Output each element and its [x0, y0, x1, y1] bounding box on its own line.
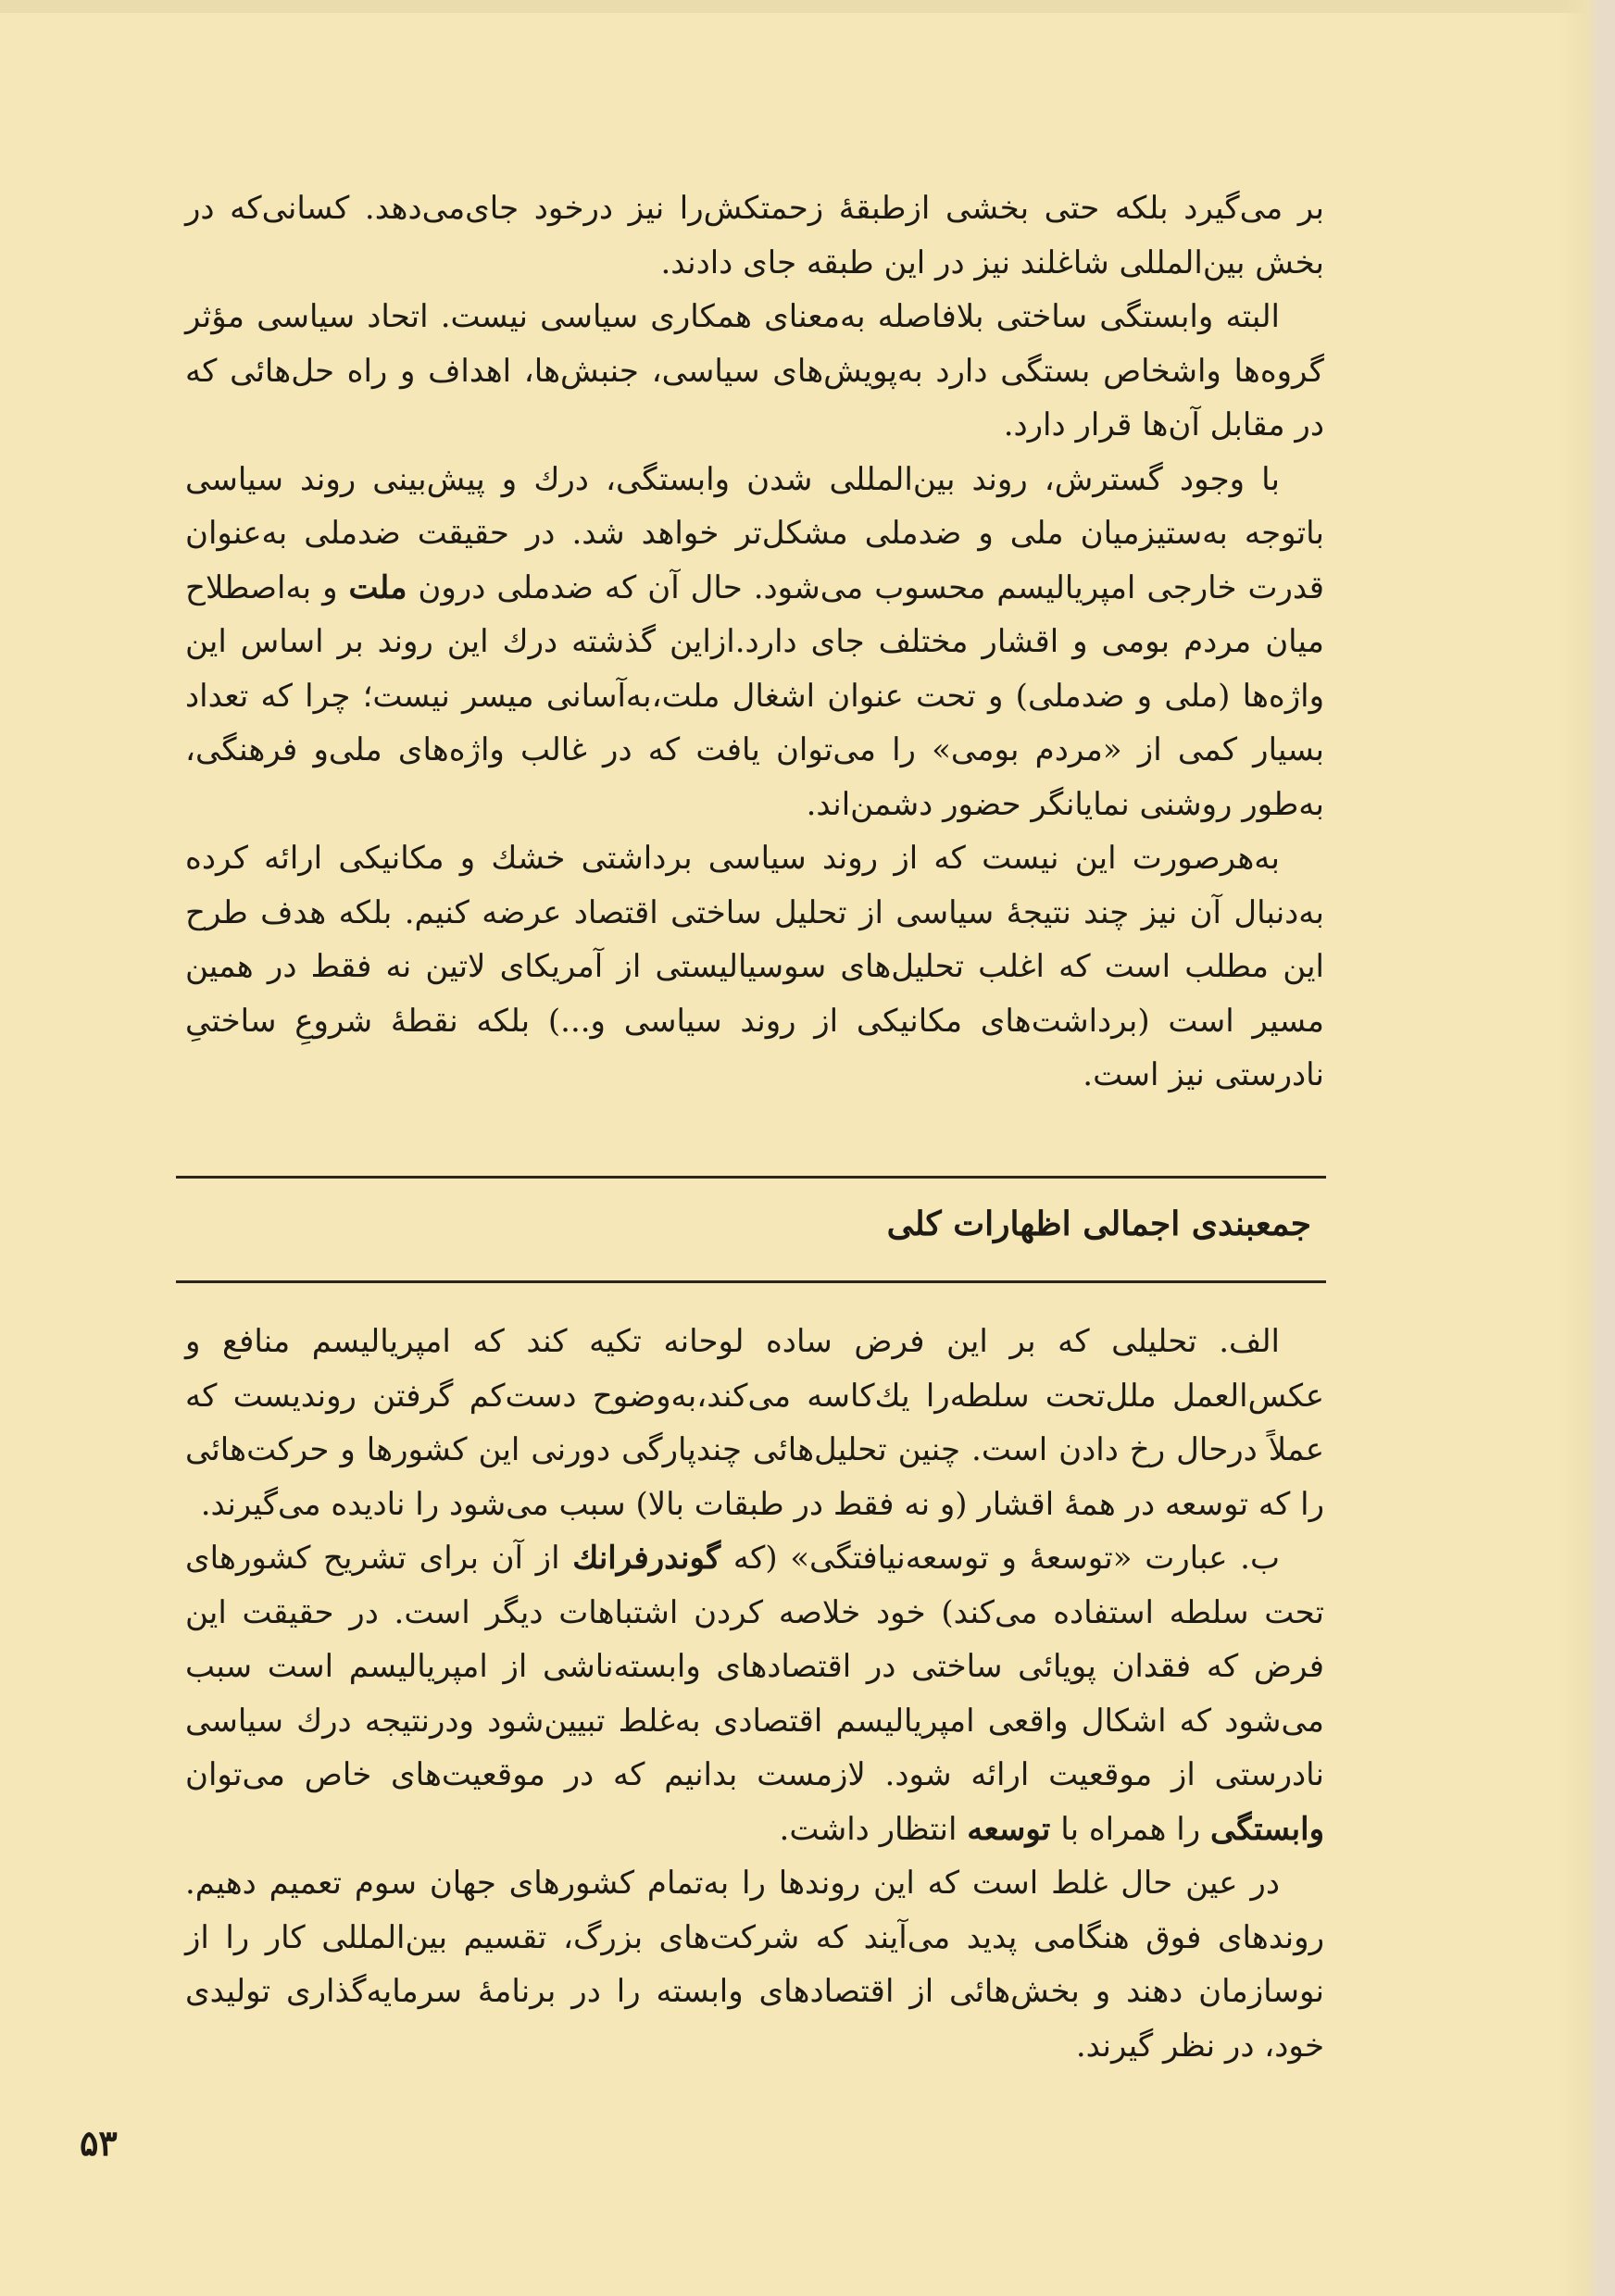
- bold-term: ملت: [348, 568, 407, 606]
- bold-term: توسعه: [967, 1810, 1051, 1848]
- page-number: ۵۳: [80, 2122, 118, 2164]
- page-top-shadow: [0, 0, 1615, 13]
- paragraph-text: و به‌اصطلاح میان مردم بومی و اقشار مختلف جای دارد.ازاین گذشته درك این روند بر اساس این واژه‌ها (ملی و ضدملی) و تحت عنوان اشغال ملت،به‌آسانی میسر نیست؛ چرا که تعداد بسیار کمی از «مردم بومی» را می‌توان یافت که در غالب واژه‌های ملی‌و فرهنگی، به‌طور روشنی نمایانگر حضور دشمن‌اند.: [185, 568, 1324, 823]
- bold-term: وابستگی: [1209, 1810, 1324, 1848]
- paragraph-be: [185, 1531, 1324, 1856]
- paragraph-alef: الف. تحلیلی که بر این فرض ساده لوحانه تکیه کند که امپریالیسم منافع و عکس‌العمل ملل‌تحت سلطه‌را یك‌کاسه می‌کند،به‌وضوح دست‌کم گرفتن روندیست که عملاً درحال رخ دادن است. چنین تحلیل‌هائی چندپارگی دورنی این کشورها و حرکت‌هائی را که توسعه در همهٔ اقشار (و نه فقط در طبقات بالا) سبب می‌شود را نادیده می‌گیرند.: [185, 1323, 1324, 1523]
- paragraph-text: را همراه با: [1060, 1810, 1201, 1848]
- paragraph-structural-dependency: البته وابستگی ساختی بلافاصله به‌معنای همکاری سیاسی نیست. اتحاد سیاسی مؤثر گروه‌ها واشخاص بستگی دارد به‌پویش‌های سیاسی، جنبش‌ها، اهداف و راه حل‌هائی که در مقابل آن‌ها قرار دارد.: [185, 298, 1324, 443]
- paragraph-internationalization: [185, 453, 1324, 832]
- heading-top-rule: [176, 1176, 1326, 1179]
- summary-text-block: [185, 1315, 1324, 2073]
- paragraph-text: با وجود گسترش، روند بین‌المللی شدن وابستگی، درك و پیش‌بینی روند سیاسی باتوجه به‌ستیزمیان ملی و ضدملی مشکل‌تر خواهد شد. در حقیقت ضدملی به‌عنوان قدرت خارجی امپریالیسم محسوب می‌شود. حال آن که ضدملی درون: [185, 460, 1325, 606]
- heading-bottom-rule: [176, 1280, 1326, 1283]
- paragraph-mechanical-view: به‌هرصورت این نیست که از روند سیاسی برداشتی خشك و مکانیکی ارائه کرده به‌دنبال آن نیز چند نتیجهٔ سیاسی از تحلیل ساختی اقتصاد عرضه کنیم. بلکه هدف طرح این مطلب است که اغلب تحلیل‌های سوسیالیستی از آمریکای لاتین نه فقط در همین مسیر است (برداشت‌های مکانیکی از روند سیاسی و...) بلکه نقطهٔ شروعِ ساختیِ نادرستی نیز است.: [185, 840, 1324, 1093]
- section-heading: جمعبندی اجمالی اظهارات کلی: [886, 1204, 1311, 1243]
- bold-term: گوندرفرانك: [572, 1540, 721, 1577]
- paragraph-generalization: در عین حال غلط است که این روندها را به‌تمام کشورهای جهان سوم تعمیم دهیم. روندهای فوق هنگامی پدید می‌آیند که شرکت‌های بزرگ، تقسیم بین‌المللی کار را از نوسازمان دهند و بخش‌هائی از اقتصادهای وابسته را در برنامهٔ سرمایه‌گذاری تولیدی خود، در نظر گیرند.: [185, 1865, 1324, 2065]
- paragraph-text: از آن برای تشریح کشورهای تحت سلطه استفاده می‌کند) خود خلاصه کردن اشتباهات دیگر است. در حقیقت این فرض که فقدان پویائی ساختی در اقتصادهای وابسته‌ناشی از امپریالیسم است سبب می‌شود که اشکال واقعی امپریالیسم اقتصادی به‌غلط تبیین‌شود ودرنتیجه درك سیاسی نادرستی از موقعیت ارائه شود. لازمست بدانیم که در موقعیت‌های خاص می‌توان: [185, 1540, 1324, 1793]
- page-right-edge: [1559, 0, 1615, 2296]
- main-text-block: [185, 181, 1324, 1103]
- paragraph-continuation: بر می‌گیرد بلکه حتی بخشی ازطبقهٔ زحمتکش‌را نیز درخود جای‌می‌دهد. کسانی‌که در بخش بین‌المللی شاغلند نیز در این طبقه جای دادند.: [185, 190, 1324, 281]
- paragraph-text: انتظار داشت.: [779, 1810, 958, 1848]
- paragraph-text: ب. عبارت «توسعهٔ و توسعه‌نیافتگی» (که: [732, 1540, 1280, 1577]
